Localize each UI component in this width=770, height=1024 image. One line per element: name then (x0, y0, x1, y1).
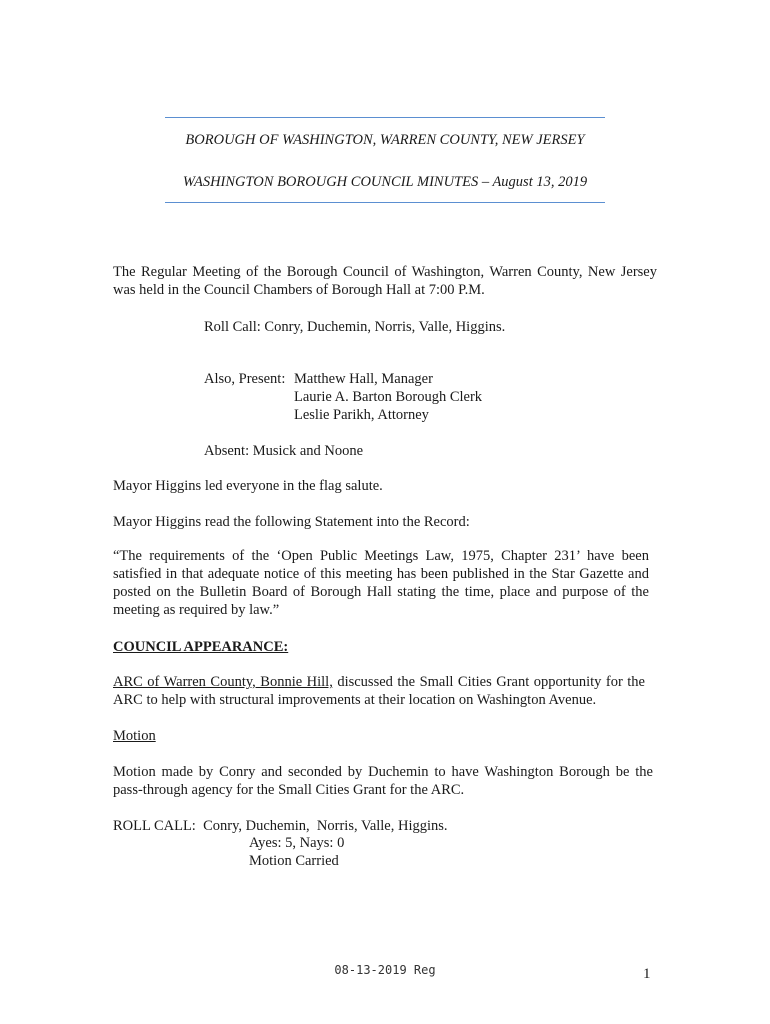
statement-paragraph: “The requirements of the ‘Open Public Meetings Law, 1975, Chapter 231’ have been satisfied in that adequate notice of this meeting has been published in the Star Gazette and posted on the Bulletin Board of Borough Hall stating the time, place and purpose of the meeting as required by law.” (113, 548, 649, 618)
statement-intro-line: Mayor Higgins read the following Statement into the Record: (113, 514, 470, 530)
motion-paragraph: Motion made by Conry and seconded by Duchemin to have Washington Borough be the pass-through agency for the Small Cities Grant for the ARC. (113, 764, 653, 798)
page-number: 1 (643, 966, 651, 982)
flag-salute-line: Mayor Higgins led everyone in the flag salute. (113, 478, 383, 494)
header-rule-top (165, 117, 605, 118)
also-present-person: Leslie Parikh, Attorney (294, 407, 429, 423)
also-present-person: Laurie A. Barton Borough Clerk (294, 389, 483, 405)
arc-paragraph (113, 673, 645, 709)
intro-paragraph: The Regular Meeting of the Borough Council of Washington, Warren County, New Jersey was held in the Council Chambers of Borough Hall at 7:00 P.M. (113, 264, 657, 298)
also-present-label: Also, Present: (204, 371, 286, 387)
header-line-1: BOROUGH OF WASHINGTON, WARREN COUNTY, NEW JERSEY (185, 132, 585, 148)
absent-line: Absent: Musick and Noone (204, 443, 364, 459)
ayes-nays-line: Ayes: 5, Nays: 0 (249, 835, 345, 851)
motion-result-line: Motion Carried (249, 853, 339, 869)
header-line-2: WASHINGTON BOROUGH COUNCIL MINUTES – August 13, 2019 (182, 174, 588, 190)
footer-doc-label: 08-13-2019 Reg (334, 963, 436, 977)
also-present-person: Matthew Hall, Manager (294, 371, 433, 387)
motion-roll-call-line: ROLL CALL: Conry, Duchemin, Norris, Valle, Higgins. (113, 818, 448, 834)
council-appearance-heading: COUNCIL APPEARANCE: (113, 639, 289, 655)
arc-organization-name: ARC of Warren County, Bonnie Hill, (113, 674, 333, 690)
roll-call-line: Roll Call: Conry, Duchemin, Norris, Valle, Higgins. (204, 319, 506, 335)
motion-heading: Motion (113, 728, 156, 744)
arc-discussion-text: discussed the Small Cities Grant opportunity for the ARC to help with structural improvements at their location on Washington Avenue. (113, 674, 645, 708)
header-rule-bottom (165, 202, 605, 203)
